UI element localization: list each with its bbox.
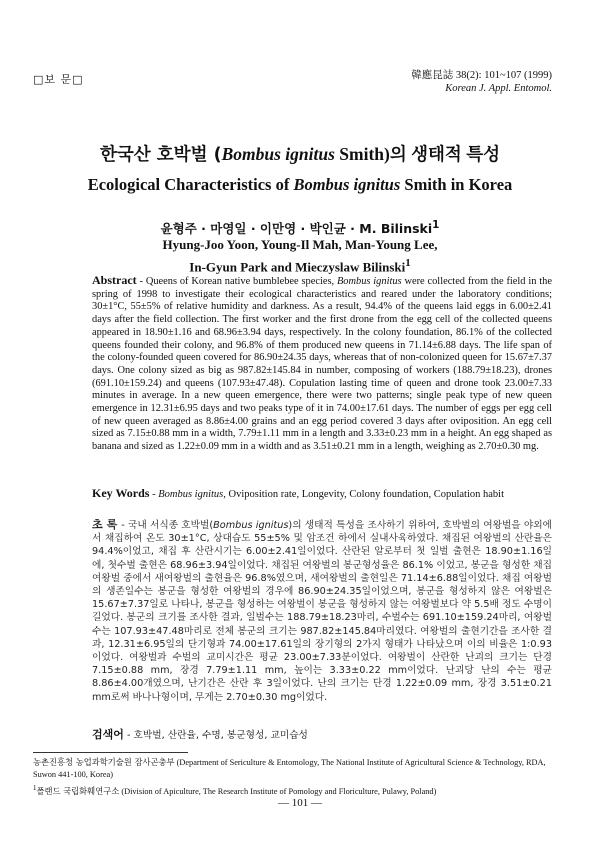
abstract-text-2: were collected from the field in the spring of 1998 to investigate their ecological characteristics and reared under the laboratory conditions; 30±1°C, 55±5% of relative humidity and darkness. As a result, 94.4% of the queens laid eggs in 6.00±2.41 days after the field collection. The first worker and the first drone from the egg cell of the collected queens appeared in 18.90±1.16 and 68.96±3.94 days, respectively. In the colony foundation, 86.1% of the collected queens founded their colony, and 96.8% of them produced new queens in 71.14±6.88 days. The life span of the colony-founded queen covered for 86.90±24.35 days, whereas that of non-colonized queen for 15.67±7.37 days. One colony sized as big as 987.82±145.84 in number, composing of workers (188.79±18.23), drones (691.10±159.24) and queens (107.93±47.48). Copulation lasting time of queen and drone took 23.00±7.33 minutes in average. In a new queen emergence, there were two patterns; single peak type of new queen emergence in 12.31±6.95 days and two peaks type of it in 74.00±17.61 days. The number of eggs per egg cell of new queen averaged as 8.86±4.00 grains and an egg period covered 3 days after oviposition. An egg cell sized as 7.15±0.88 mm in a width, 7.79±1.11 mm in a length and 3.33±0.23 mm in a height. An egg shaped as banana and sized as 1.22±0.09 mm in a width and as 3.51±0.21 mm in a length, weighing as 2.70±0.30 mg.	[92, 276, 552, 453]
authors-english-line1: Hyung-Joo Yoon, Young-Il Mah, Man-Young Lee,	[162, 237, 438, 252]
footnote-affiliation-1	[33, 757, 552, 780]
footnote-2-korean: 폴랜드 국립화훼연구소	[36, 785, 120, 796]
korean-abstract-species: Bombus ignitus	[213, 520, 289, 531]
journal-citation-kr: 韓應昆誌 38(2): 101~107 (1999)	[411, 70, 552, 81]
korean-abstract-text-2: )의 생태적 특성을 조사하기 위하여, 호박벌의 여왕벌을 야외에서 채집하여 온도 30±1°C, 상대습도 55±5% 및 암조건 하에서 실내사육하였다. 채집된 여왕벌의 산란율은 94.4%이었고, 채집 후 산란시기는 6.00±2.41일이었다. 산란된 알로부터 첫 일벌 출현은 18.90±1.16일에, 첫수벌 출현은 68.96±3.94일이었다. 채집된 여왕벌의 봉군형성율은 86.1% 이었고, 봉군을 형성한 채집 여왕벌 중에서 새여왕벌의 출현율은 96.8%였으며, 새여왕벌의 출현일은 71.14±6.88일이었다. 채집 여왕벌의 생존일수는 봉군을 형성한 여왕벌의 경우에 86.90±24.35일이었으며, 봉군을 형성하지 않은 여왕벌은 15.67±7.37일로 나타나, 봉군을 형성하는 여왕벌이 봉군을 형성하지 않는 여왕벌보다 약 5.5배 정도 수명이 길었다. 봉군의 크기를 조사한 결과, 일벌수는 188.79±18.23마리, 수벌수는 691.10±159.24마리, 여왕벌수는 107.93±47.48마리로 전체 봉군의 크기는 987.82±145.84마리였다. 여왕벌의 출현기간을 조사한 결과, 12.31±6.95일의 단기형과 74.00±17.61일의 장기형의 2가지 형태가 나타났으며 이의 비율은 1:0.93이었다. 여왕벌과 수벌의 교미시간은 평균 23.00±7.33분이었다. 여왕벌이 산란한 난괴의 크기는 단경 7.15±0.88 mm, 장경 7.79±1.11 mm, 높이는 3.33±0.22 mm이었다. 난괴당 난의 수는 평균 8.86±4.00개였으며, 난기간은 산란 후 3일이었다. 난의 크기는 단경 1.22±0.09 mm, 장경 3.51±0.21 mm로써 바나나형이며, 무게는 2.70±0.30 mg이었다.	[92, 520, 552, 703]
page-number: — 101 —	[278, 797, 322, 809]
authors-english-line2: In-Gyun Park and Mieczyslaw Bilinski	[189, 259, 406, 275]
key-words-rest: , Oviposition rate, Longevity, Colony foundation, Copulation habit	[223, 489, 504, 500]
korean-keywords-text: - 호박벌, 산란율, 수명, 봉군형성, 교미습성	[123, 730, 308, 741]
abstract-label: Abstract	[92, 273, 137, 287]
footnote-1-korean: 농촌진흥청 농업과학기술원 잠사곤충부	[33, 757, 175, 767]
title-english-post: Smith in Korea	[400, 175, 513, 194]
footnote-divider	[33, 752, 188, 753]
authors-korean-names: 윤형주 · 마영일 · 이만영 · 박인균 · M. Bilinski	[160, 221, 433, 237]
korean-keywords-label: 검색어	[92, 728, 124, 741]
abstract-species: Bombus ignitus	[336, 276, 402, 287]
title-korean-post: Smith)의 생태적 특성	[334, 144, 501, 164]
title-korean	[0, 141, 600, 166]
authors-english-line2-wrap	[0, 254, 600, 276]
footnote-2-english: (Division of Apiculture, The Research Institute of Pomology and Floriculture, Pulawy, Poland)	[119, 786, 437, 796]
authors-english-affil-mark: 1	[405, 257, 411, 269]
title-english-species: Bombus ignitus	[293, 175, 401, 194]
journal-citation	[411, 70, 552, 95]
authors-english	[0, 236, 600, 276]
title-korean-pre: 한국산 호박벌 (	[99, 145, 222, 165]
key-words-dash: -	[149, 489, 159, 500]
abstract	[92, 274, 552, 454]
footnotes	[33, 757, 552, 797]
footnote-1-english: (Department of Sericulture & Entomology, The National Institute of Agricultural Science & Technology, RDA, Suwon 441-100, Korea)	[33, 758, 546, 779]
title-english-pre: Ecological Characteristics of	[87, 175, 294, 194]
korean-abstract	[92, 518, 552, 704]
key-words-label: Key Words	[92, 486, 150, 500]
key-words-species: Bombus ignitus	[158, 489, 224, 500]
authors-korean-affil-mark: 1	[432, 219, 440, 231]
korean-keywords	[92, 726, 552, 742]
title-english	[0, 175, 600, 195]
footnote-affiliation-2	[33, 783, 552, 797]
footnote-2-mark: 1	[33, 785, 37, 792]
korean-abstract-text-1: - 국내 서식종 호박벌(	[121, 520, 214, 531]
article-type-label: □보 문□	[33, 73, 84, 86]
title-korean-species: Bombus ignitus	[221, 144, 335, 164]
abstract-text-1: - Queens of Korean native bumblebee species,	[136, 276, 337, 287]
key-words	[92, 486, 552, 501]
journal-citation-en: Korean J. Appl. Entomol.	[445, 82, 552, 94]
korean-abstract-label: 초 록	[92, 518, 118, 531]
authors-korean	[0, 219, 600, 237]
